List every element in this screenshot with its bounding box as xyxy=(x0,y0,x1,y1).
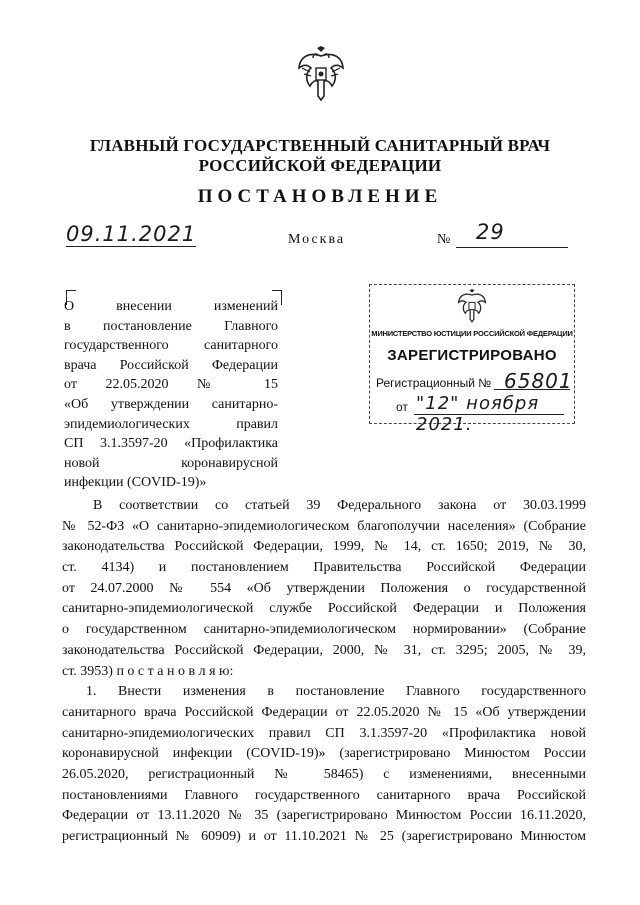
stamp-reg-number: 65801 xyxy=(504,369,573,393)
body-line: Федерации от 13.11.2020 № 35 (зарегистрировано Минюстом России 16.11.2020, xyxy=(62,808,586,824)
document-number: 29 xyxy=(476,220,505,244)
subject-line: эпидемиологических правил xyxy=(64,416,278,432)
body-line: законодательства Российской Федерации, 1999, № 14, ст. 1650; 2019, № 30, xyxy=(62,539,586,555)
subject-line: новой коронавирусной xyxy=(64,455,278,471)
stamp-ministry: МИНИСТЕРСТВО ЮСТИЦИИ РОССИЙСКОЙ ФЕДЕРАЦИИ xyxy=(371,329,573,338)
org-title-line2: РОССИЙСКОЙ ФЕДЕРАЦИИ xyxy=(198,156,442,175)
document-type: ПОСТАНОВЛЕНИЕ xyxy=(197,186,443,207)
stamp-date-value: "12" ноября 2021. xyxy=(416,393,540,435)
org-title-line1: ГЛАВНЫЙ ГОСУДАРСТВЕННЫЙ САНИТАРНЫЙ ВРАЧ xyxy=(89,136,551,155)
body-line: законодательства Российской Федерации, 2000, № 31, ст. 3295; 2005, № 39, xyxy=(62,642,586,658)
body-line: ст. 4134) и постановлением Правительства Российской Федерации xyxy=(62,560,586,576)
body-line: № 52-ФЗ «О санитарно-эпидемиологическом благополучии населения» (Собрание xyxy=(62,518,586,534)
subject-line: от 22.05.2020 № 15 xyxy=(64,377,278,393)
body-line: санитарно-эпидемиологической службе Российской Федерации и Положения xyxy=(62,601,586,617)
body-line: от 24.07.2000 № 554 «Об утверждении Положения о государственной xyxy=(62,580,586,596)
body-line: В соответствии со статьей 39 Федерального закона от 30.03.1999 xyxy=(93,498,586,513)
body-line: коронавирусной инфекции (COVID-19)» (зарегистрировано Минюстом России xyxy=(62,746,586,762)
subject-line: О внесении изменений xyxy=(64,299,278,314)
subject-line: СП 3.1.3597-20 «Профилактика xyxy=(64,436,278,452)
body-line: ст. 3953) п о с т а н о в л я ю: xyxy=(62,663,234,679)
number-underline xyxy=(456,247,568,248)
coat-of-arms-emblem xyxy=(296,46,346,102)
body-line: 1. Внести изменения в постановление Главного государственного xyxy=(86,684,586,700)
subject-line: инфекции (COVID-19)» xyxy=(64,475,207,491)
subject-line: государственного санитарного xyxy=(64,338,278,354)
body-line: о государственном санитарно-эпидемиологическом нормировании» (Собрание xyxy=(62,622,586,638)
body-line: 26.05.2020, регистрационный № 58465) с изменениями, внесенными xyxy=(62,766,586,782)
subject-line: в постановление Главного xyxy=(64,318,278,334)
body-line: регистрационный № 60909) и от 11.10.2021 № 25 (зарегистрировано Минюстом xyxy=(62,829,586,844)
body-line: постановлениями Главного государственного санитарного врача Российской xyxy=(62,787,586,803)
body-line: санитарного врача Российской Федерации от 22.05.2020 № 15 «Об утверждении xyxy=(62,704,586,720)
subject-block xyxy=(64,297,278,493)
subject-line: врача Российской Федерации xyxy=(64,357,278,373)
subject-line: «Об утверждении санитарно- xyxy=(64,396,278,412)
document-city: Москва xyxy=(288,232,346,247)
number-label: № xyxy=(437,232,451,247)
registration-stamp xyxy=(369,284,575,435)
stamp-reg-label: Регистрационный № xyxy=(376,376,492,390)
stamp-emblem-icon xyxy=(454,289,490,323)
document-body xyxy=(62,496,586,848)
body-line: санитарно-эпидемиологических правил СП 3.1.3597-20 «Профилактика новой xyxy=(62,725,586,741)
stamp-registered: ЗАРЕГИСТРИРОВАНО xyxy=(387,347,557,364)
document-date: 09.11.2021 xyxy=(66,222,197,246)
stamp-date-label: от xyxy=(396,400,408,414)
